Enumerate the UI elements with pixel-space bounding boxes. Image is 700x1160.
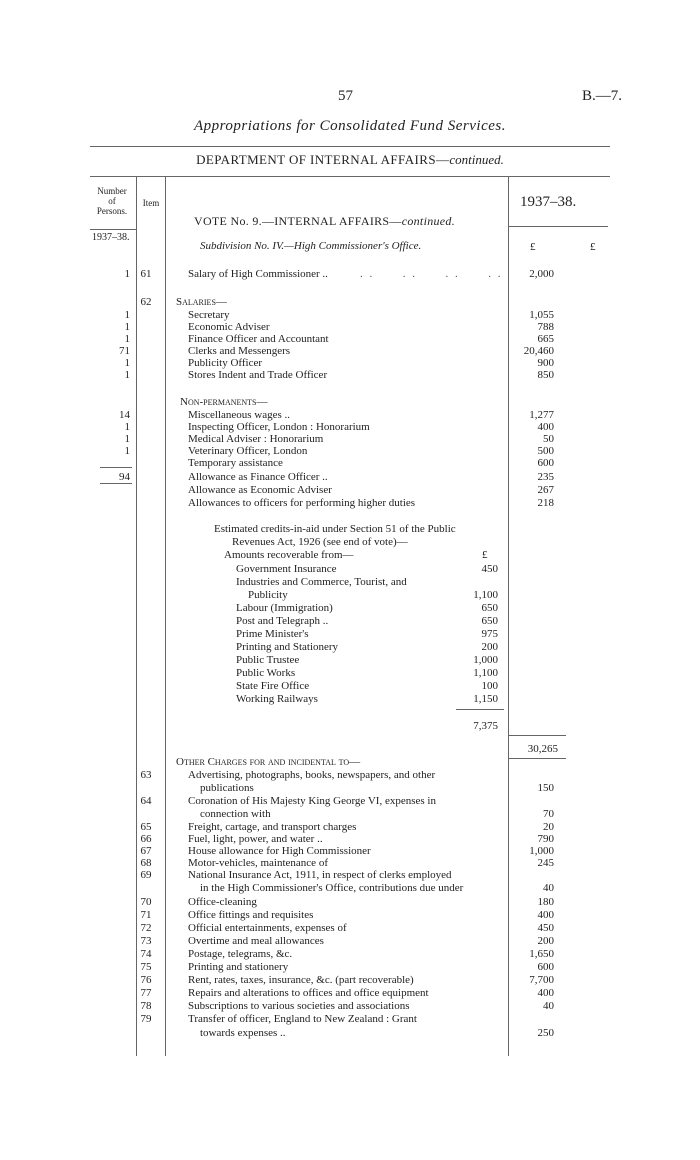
row-label: Temporary assistance bbox=[188, 457, 283, 469]
row-amount: 20,460 bbox=[523, 345, 554, 357]
credit-label: Public Trustee bbox=[236, 654, 300, 666]
row-amount: 790 bbox=[537, 833, 554, 845]
item-number: 70 bbox=[140, 896, 152, 908]
row-label: Publicity Officer bbox=[188, 357, 263, 369]
persons-count: 1 bbox=[124, 321, 130, 333]
row-amount: 218 bbox=[537, 497, 554, 509]
row-amount: 50 bbox=[543, 433, 554, 445]
row-label: Finance Officer and Accountant bbox=[188, 333, 329, 345]
item-number: 79 bbox=[140, 1013, 152, 1025]
row-amount: 150 bbox=[537, 782, 554, 794]
row-label: Allowance as Economic Adviser bbox=[188, 484, 332, 496]
row-amount: 600 bbox=[537, 961, 554, 973]
row-amount: 180 bbox=[537, 896, 554, 908]
row-label: towards expenses .. bbox=[200, 1027, 286, 1039]
credit-amount: 650 bbox=[481, 615, 498, 627]
row-amount: 7,700 bbox=[529, 974, 554, 986]
subtotal-rule bbox=[508, 735, 566, 736]
item-number: 72 bbox=[140, 922, 152, 934]
row-amount: 400 bbox=[537, 421, 554, 433]
row-label: Miscellaneous wages .. bbox=[188, 409, 291, 421]
item-number: 74 bbox=[140, 948, 152, 960]
row-amount: 245 bbox=[537, 857, 554, 869]
row-label: Allowances to officers for performing higher duties bbox=[188, 497, 416, 509]
row-amount: 665 bbox=[537, 333, 554, 345]
persons-year: 1937–38. bbox=[92, 232, 130, 243]
credit-label: Labour (Immigration) bbox=[236, 602, 333, 614]
row-label: Freight, cartage, and transport charges bbox=[188, 821, 357, 833]
credit-label: Printing and Stationery bbox=[236, 641, 339, 653]
credits-intro: Estimated credits-in-aid under Section 51 of the Public bbox=[214, 523, 456, 535]
item-number: 75 bbox=[140, 961, 152, 973]
row-amount: 450 bbox=[537, 922, 554, 934]
credit-amount: 650 bbox=[481, 602, 498, 614]
credit-amount: 200 bbox=[481, 641, 498, 653]
row-amount: 1,055 bbox=[529, 309, 554, 321]
document-reference: B.—7. bbox=[582, 88, 623, 104]
section-heading: Salaries— bbox=[176, 296, 227, 308]
item-number: 69 bbox=[140, 869, 152, 881]
year-column-header: 1937–38. bbox=[520, 194, 577, 210]
subdivision-title: Subdivision No. IV.—High Commissioner's Office. bbox=[200, 240, 422, 252]
persons-total: 94 bbox=[119, 471, 130, 483]
row-amount: 900 bbox=[537, 357, 554, 369]
row-amount: 40 bbox=[543, 882, 554, 894]
item-number: 63 bbox=[140, 769, 152, 781]
row-amount: 20 bbox=[543, 821, 554, 833]
row-label: Veterinary Officer, London bbox=[188, 445, 308, 457]
vote-title bbox=[194, 214, 455, 229]
row-amount: 788 bbox=[537, 321, 554, 333]
row-amount: 1,277 bbox=[529, 409, 554, 421]
persons-header-line: Persons. bbox=[96, 206, 128, 216]
row-amount: 850 bbox=[537, 369, 554, 381]
row-label: Official entertainments, expenses of bbox=[188, 922, 347, 934]
row-amount: 400 bbox=[537, 909, 554, 921]
persons-column-header bbox=[90, 186, 134, 216]
row-label: Printing and stationery bbox=[188, 961, 289, 973]
row-label: House allowance for High Commissioner bbox=[188, 845, 371, 857]
section-heading: Other Charges for and incidental to— bbox=[176, 756, 361, 768]
persons-count: 1 bbox=[124, 445, 130, 457]
row-amount: 1,650 bbox=[529, 948, 554, 960]
department-name: DEPARTMENT OF INTERNAL AFFAIRS— bbox=[196, 152, 450, 167]
persons-count: 1 bbox=[124, 357, 130, 369]
credit-amount: 450 bbox=[481, 563, 498, 575]
leader-dots: . . . . . . . . bbox=[360, 268, 503, 280]
row-label: Clerks and Messengers bbox=[188, 345, 291, 357]
amount-column-rule bbox=[508, 176, 509, 1056]
row-amount: 2,000 bbox=[529, 268, 554, 280]
row-amount: 70 bbox=[543, 808, 554, 820]
row-amount: 200 bbox=[537, 935, 554, 947]
item-number: 68 bbox=[140, 857, 152, 869]
item-number: 76 bbox=[140, 974, 152, 986]
row-amount: 235 bbox=[537, 471, 554, 483]
row-label: Coronation of His Majesty King George VI, expenses in bbox=[188, 795, 436, 807]
credit-label: State Fire Office bbox=[236, 680, 310, 692]
row-label: Motor-vehicles, maintenance of bbox=[188, 857, 328, 869]
item-column-header: Item bbox=[142, 198, 160, 208]
item-column-rule bbox=[165, 176, 166, 1056]
vote-title-text: VOTE No. 9.—INTERNAL AFFAIRS— bbox=[194, 214, 402, 228]
row-label: Repairs and alterations to offices and office equipment bbox=[188, 987, 429, 999]
item-number: 73 bbox=[140, 935, 152, 947]
persons-header-rule bbox=[90, 229, 136, 230]
credit-amount: 1,000 bbox=[473, 654, 498, 666]
row-label: Office fittings and requisites bbox=[188, 909, 314, 921]
row-label: Secretary bbox=[188, 309, 230, 321]
persons-header-line: of bbox=[108, 196, 116, 206]
persons-count: 1 bbox=[124, 369, 130, 381]
item-number: 78 bbox=[140, 1000, 152, 1012]
row-label: connection with bbox=[200, 808, 271, 820]
row-amount: 600 bbox=[537, 457, 554, 469]
item-number: 61 bbox=[140, 268, 152, 280]
section-heading: Non-permanents— bbox=[180, 396, 268, 408]
row-label: Postage, telegrams, &c. bbox=[188, 948, 293, 960]
pound-sign: £ bbox=[590, 241, 596, 253]
item-number: 62 bbox=[140, 296, 152, 308]
row-label: Fuel, light, power, and water .. bbox=[188, 833, 323, 845]
subtotal-amount: 30,265 bbox=[527, 743, 558, 755]
row-label: Advertising, photographs, books, newspapers, and other bbox=[188, 769, 436, 781]
credit-label: Post and Telegraph .. bbox=[236, 615, 329, 627]
row-amount: 40 bbox=[543, 1000, 554, 1012]
credits-total-rule bbox=[456, 709, 504, 710]
page-number: 57 bbox=[338, 88, 353, 104]
row-label: publications bbox=[200, 782, 254, 794]
credit-amount: 1,100 bbox=[473, 589, 498, 601]
persons-count: 1 bbox=[124, 268, 130, 280]
item-number: 77 bbox=[140, 987, 152, 999]
row-label: Inspecting Officer, London : Honorarium bbox=[188, 421, 370, 433]
credit-amount: 1,150 bbox=[473, 693, 498, 705]
credit-amount: 1,100 bbox=[473, 667, 498, 679]
item-number: 67 bbox=[140, 845, 152, 857]
persons-count: 14 bbox=[119, 409, 130, 421]
row-label: Transfer of officer, England to New Zealand : Grant bbox=[188, 1013, 417, 1025]
top-rule bbox=[90, 146, 610, 147]
row-amount: 400 bbox=[537, 987, 554, 999]
persons-count: 71 bbox=[119, 345, 130, 357]
row-label: in the High Commissioner's Office, contributions due under bbox=[200, 882, 464, 894]
row-label: Subscriptions to various societies and associations bbox=[188, 1000, 410, 1012]
persons-count: 1 bbox=[124, 421, 130, 433]
subtotal-rule bbox=[508, 758, 566, 759]
row-label: Allowance as Finance Officer .. bbox=[188, 471, 328, 483]
row-label: Rent, rates, taxes, insurance, &c. (part recoverable) bbox=[188, 974, 414, 986]
credits-subheading: Amounts recoverable from— bbox=[224, 549, 354, 561]
credits-intro: Revenues Act, 1926 (see end of vote)— bbox=[232, 536, 408, 548]
row-label: Stores Indent and Trade Officer bbox=[188, 369, 328, 381]
credit-label: Industries and Commerce, Tourist, and bbox=[236, 576, 407, 588]
year-header-rule bbox=[508, 226, 608, 227]
department-heading bbox=[0, 152, 700, 168]
credit-label: Publicity bbox=[248, 589, 288, 601]
row-amount: 267 bbox=[537, 484, 554, 496]
credit-amount: 975 bbox=[481, 628, 498, 640]
row-amount: 250 bbox=[537, 1027, 554, 1039]
pound-sign: £ bbox=[482, 549, 488, 561]
persons-count: 1 bbox=[124, 309, 130, 321]
credit-label: Prime Minister's bbox=[236, 628, 309, 640]
item-number: 66 bbox=[140, 833, 152, 845]
row-label: Medical Adviser : Honorarium bbox=[188, 433, 324, 445]
persons-count: 1 bbox=[124, 333, 130, 345]
persons-count: 1 bbox=[124, 433, 130, 445]
page-title: Appropriations for Consolidated Fund Services. bbox=[193, 118, 506, 134]
row-label: Office-cleaning bbox=[188, 896, 257, 908]
credit-label: Working Railways bbox=[236, 693, 318, 705]
row-label: Overtime and meal allowances bbox=[188, 935, 324, 947]
item-number: 65 bbox=[140, 821, 152, 833]
row-label: Economic Adviser bbox=[188, 321, 270, 333]
item-number: 71 bbox=[140, 909, 152, 921]
row-amount: 1,000 bbox=[529, 845, 554, 857]
department-continued: continued. bbox=[449, 152, 504, 167]
row-label: National Insurance Act, 1911, in respect of clerks employed bbox=[188, 869, 452, 881]
credit-label: Public Works bbox=[236, 667, 296, 679]
vote-title-continued: continued. bbox=[401, 214, 456, 228]
persons-total-rule bbox=[100, 483, 132, 484]
header-rule bbox=[90, 176, 610, 177]
credit-amount: 100 bbox=[481, 680, 498, 692]
item-number: 64 bbox=[140, 795, 152, 807]
credit-label: Government Insurance bbox=[236, 563, 337, 575]
persons-total-rule bbox=[100, 467, 132, 468]
row-amount: 500 bbox=[537, 445, 554, 457]
row-label: Salary of High Commissioner .. bbox=[188, 268, 328, 280]
persons-header-line: Number bbox=[97, 186, 127, 196]
pound-sign: £ bbox=[530, 241, 536, 253]
credits-total: 7,375 bbox=[473, 720, 498, 732]
